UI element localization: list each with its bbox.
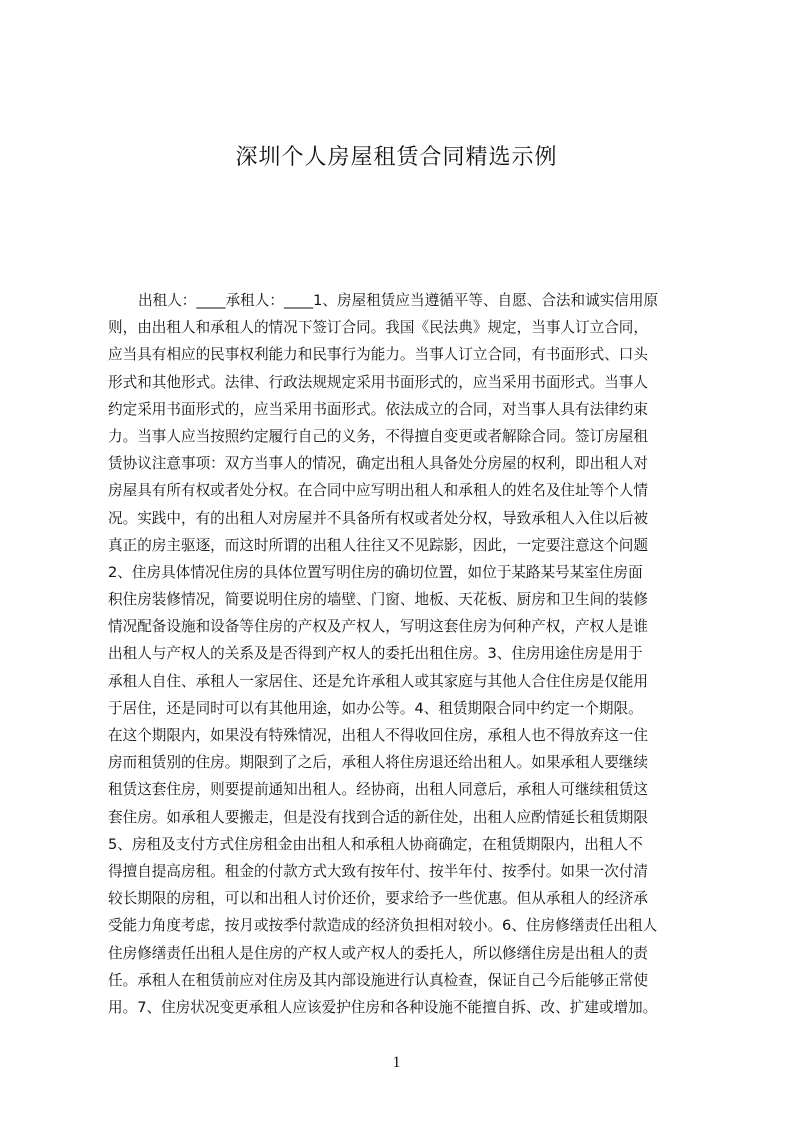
document-body	[108, 287, 708, 1021]
body-line: 较长期限的房租，可以和出租人讨价还价，要求给予一些优惠。但从承租人的经济承	[108, 890, 648, 908]
body-line: 5、房租及支付方式住房租金由出租人和承租人协商确定，在租赁期限内，出租人不	[108, 835, 643, 853]
body-line: 得擅自提高房租。租金的付款方式大致有按年付、按半年付、按季付。如果一次付清	[108, 862, 648, 880]
page-number: 1	[392, 1054, 401, 1071]
body-line: 情况配备设施和设备等住房的产权及产权人，写明这套住房为何种产权，产权人是谁	[108, 618, 648, 636]
body-line: 则，由出租人和承租人的情况下签订合同。我国《民法典》规定，当事人订立合同，	[108, 319, 648, 337]
body-line: 形式和其他形式。法律、行政法规规定采用书面形式的，应当采用书面形式。当事人	[108, 373, 648, 391]
body-line: 应当具有相应的民事权利能力和民事行为能力。当事人订立合同，有书面形式、口头	[108, 346, 648, 364]
body-line: 2、住房具体情况住房的具体位置写明住房的确切位置，如位于某路某号某室住房面	[108, 563, 643, 581]
body-line: 力。当事人应当按照约定履行自己的义务，不得擅自变更或者解除合同。签订房屋租	[108, 427, 648, 445]
body-line: 出租人与产权人的关系及是否得到产权人的委托出租住房。3、住房用途住房是用于	[108, 645, 643, 663]
body-line: 承租人自住、承租人一家居住、还是允许承租人或其家庭与其他人合住住房是仅能用	[108, 672, 648, 690]
body-line: 租赁这套住房，则要提前通知出租人。经协商，出租人同意后，承租人可继续租赁这	[108, 781, 648, 799]
body-line: 住房修缮责任出租人是住房的产权人或产权人的委托人，所以修缮住房是出租人的责	[108, 944, 648, 962]
body-line: 约定采用书面形式的，应当采用书面形式。依法成立的合同，对当事人具有法律约束	[108, 400, 648, 418]
body-line: 况。实践中，有的出租人对房屋并不具备所有权或者处分权，导致承租人入住以后被	[108, 509, 648, 527]
body-line: 于居住，还是同时可以有其他用途，如办公等。4、租赁期限合同中约定一个期限。	[108, 699, 643, 717]
body-line: 受能力角度考虑，按月或按季付款造成的经济负担相对较小。6、住房修缮责任出租人	[108, 917, 658, 935]
body-line: 任。承租人在租赁前应对住房及其内部设施进行认真检查，保证自己今后能够正常使	[108, 971, 648, 989]
body-line: 套住房。如承租人要搬走，但是没有找到合适的新住处，出租人应酌情延长租赁期限	[108, 808, 648, 826]
body-line: 用。7、住房状况变更承租人应该爱护住房和各种设施不能擅自拆、改、扩建或增加。	[108, 998, 658, 1016]
body-line: 房而租赁别的住房。期限到了之后，承租人将住房退还给出租人。如果承租人要继续	[108, 754, 648, 772]
body-line: 真正的房主驱逐，而这时所谓的出租人往往又不见踪影，因此，一定要注意这个问题	[108, 536, 648, 554]
body-line: 房屋具有所有权或者处分权。在合同中应写明出租人和承租人的姓名及住址等个人情	[108, 482, 648, 500]
body-line: 出租人：____承租人：____1、房屋租赁应当遵循平等、自愿、合法和诚实信用原	[138, 292, 659, 309]
body-line: 赁协议注意事项：双方当事人的情况，确定出租人具备处分房屋的权利，即出租人对	[108, 455, 648, 473]
body-line: 在这个期限内，如果没有特殊情况，出租人不得收回住房，承租人也不得放弃这一住	[108, 727, 648, 744]
body-line: 积住房装修情况，简要说明住房的墙壁、门窗、地板、天花板、厨房和卫生间的装修	[108, 591, 648, 609]
document-title: 深圳个人房屋租赁合同精选示例	[235, 145, 558, 170]
